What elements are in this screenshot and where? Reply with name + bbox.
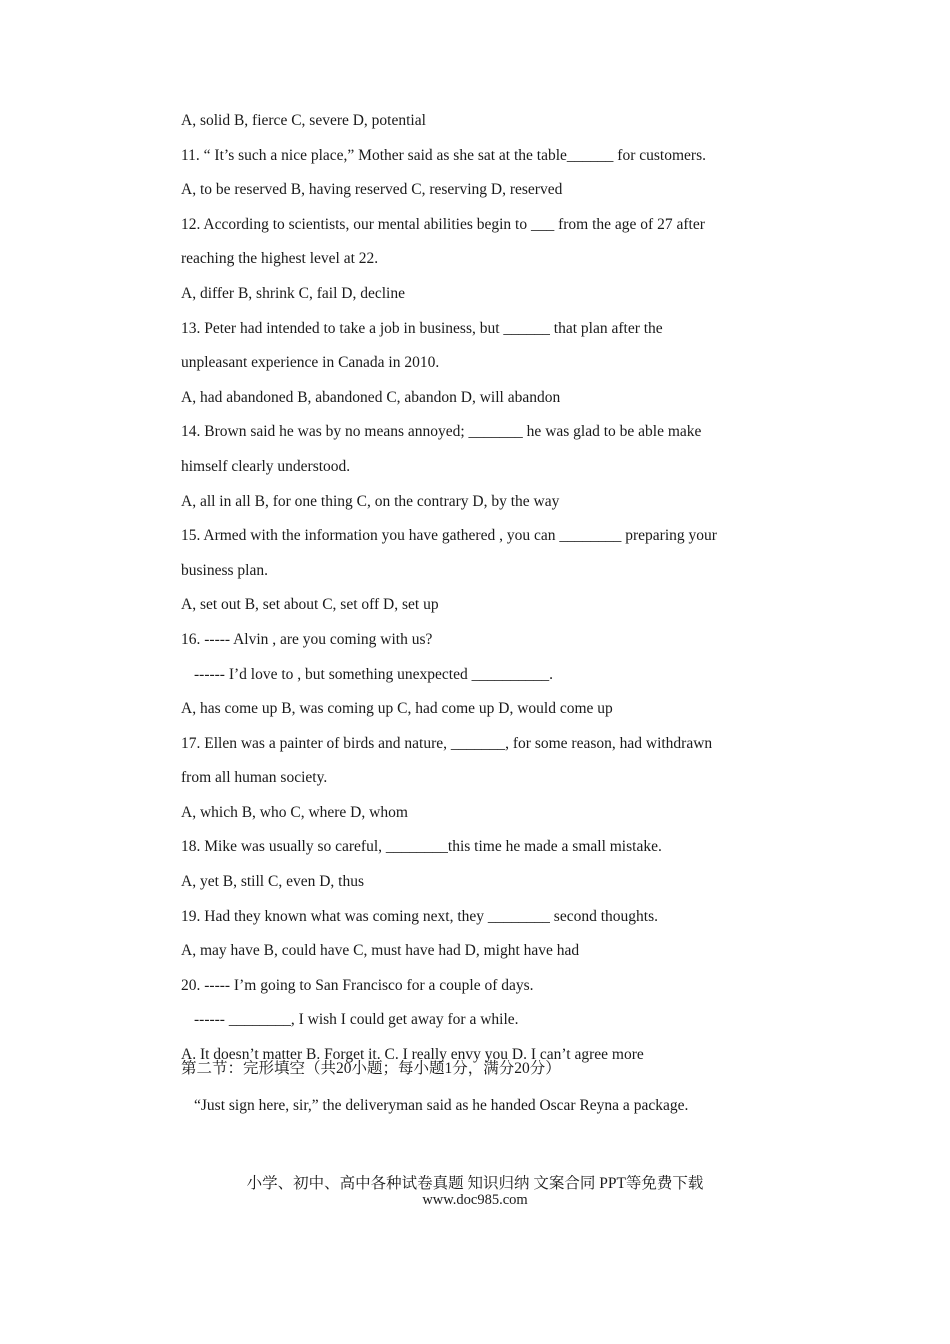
q14-stem: 14. Brown said he was by no means annoyed; _______ he was glad to be able make <box>181 423 702 441</box>
q14-options: A, all in all B, for one thing C, on the contrary D, by the way <box>181 492 560 510</box>
q17-stem-cont: from all human society. <box>181 769 328 787</box>
q16-stem: 16. ----- Alvin , are you coming with us? <box>181 630 433 648</box>
q12-stem-cont: reaching the highest level at 22. <box>181 250 379 268</box>
footer-url[interactable]: www.doc985.com <box>422 1192 528 1208</box>
q20-options: A. It doesn’t matter B. Forget it. C. I really envy you D. I can’t agree more <box>181 1046 644 1064</box>
q14-stem-cont: himself clearly understood. <box>181 457 351 475</box>
q20-stem: 20. ----- I’m going to San Francisco for a couple of days. <box>181 976 534 994</box>
section2-heading: 第二节：完形填空（共20小题；每小题1分，满分20分） <box>181 1060 561 1077</box>
footer-ad-text: 小学、初中、高中各种试卷真题 知识归纳 文案合同 PPT等免费下载 <box>246 1175 704 1192</box>
q13-stem-cont: unpleasant experience in Canada in 2010. <box>181 354 440 372</box>
q11-options: A, to be reserved B, having reserved C, reserving D, reserved <box>181 181 563 199</box>
q19-options: A, may have B, could have C, must have had D, might have had <box>181 942 580 960</box>
q10-options: A, solid B, fierce C, severe D, potential <box>181 112 426 129</box>
q16-reply: ------ I’d love to , but something unexpected __________. <box>194 665 553 683</box>
q13-options: A, had abandoned B, abandoned C, abandon D, will abandon <box>181 388 561 406</box>
q13-stem: 13. Peter had intended to take a job in business, but ______ that plan after the <box>181 319 663 337</box>
q16-options: A, has come up B, was coming up C, had come up D, would come up <box>181 700 613 718</box>
q19-stem: 19. Had they known what was coming next, they ________ second thoughts. <box>181 907 658 925</box>
q17-options: A, which B, who C, where D, whom <box>181 803 408 821</box>
q12-options: A, differ B, shrink C, fail D, decline <box>181 284 405 302</box>
q15-stem-cont: business plan. <box>181 561 268 579</box>
q17-stem: 17. Ellen was a painter of birds and nature, _______, for some reason, had withdrawn <box>181 734 713 752</box>
q20-reply: ------ ________, I wish I could get away for a while. <box>194 1011 519 1029</box>
q18-stem: 18. Mike was usually so careful, ________this time he made a small mistake. <box>181 838 662 856</box>
q15-stem: 15. Armed with the information you have gathered , you can ________ preparing your <box>181 527 717 545</box>
passage-first-line: “Just sign here, sir,” the deliveryman said as he handed Oscar Reyna a package. <box>194 1097 689 1114</box>
q15-options: A, set out B, set about C, set off D, set up <box>181 596 439 614</box>
q18-options: A, yet B, still C, even D, thus <box>181 873 364 891</box>
q12-stem: 12. According to scientists, our mental abilities begin to ___ from the age of 27 after <box>181 215 705 233</box>
q11-stem: 11. “ It’s such a nice place,” Mother said as she sat at the table______ for customers. <box>181 146 706 164</box>
question-list <box>181 104 781 1073</box>
